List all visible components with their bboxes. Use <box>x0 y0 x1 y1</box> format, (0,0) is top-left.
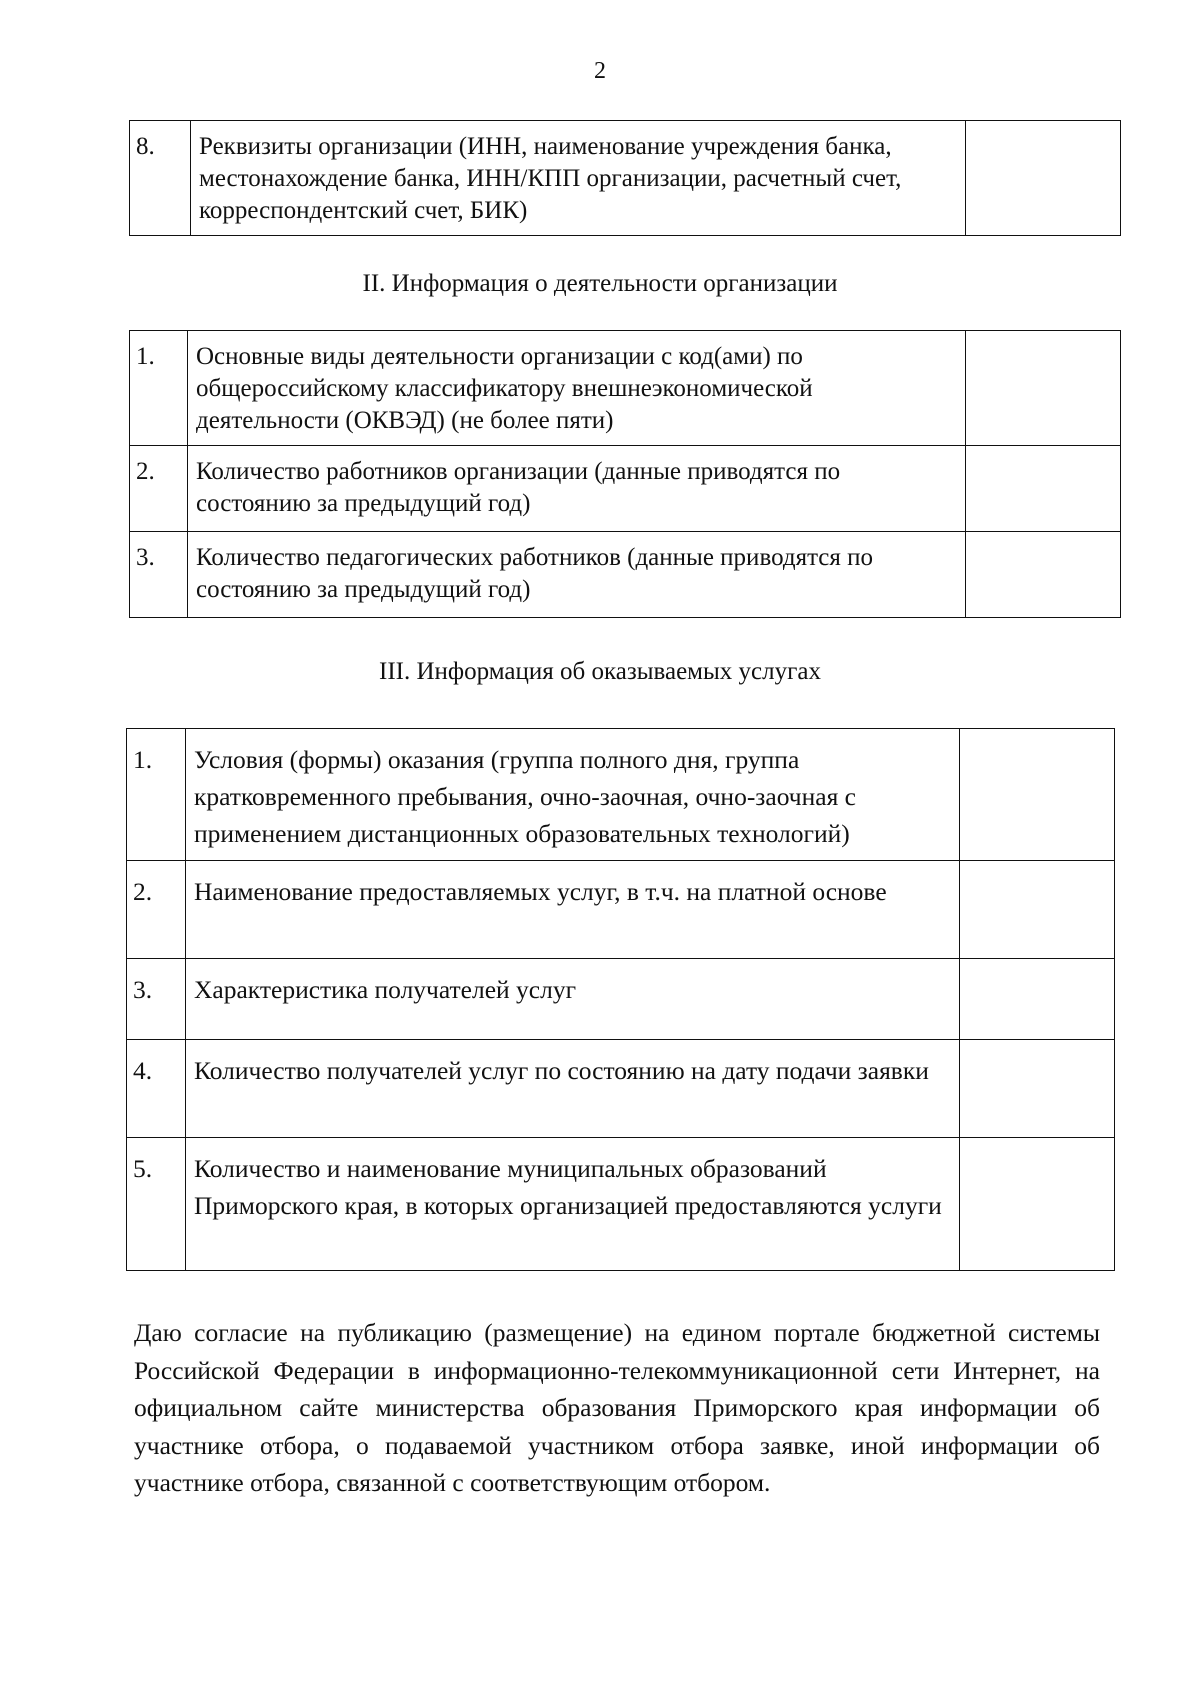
row-number: 1. <box>127 729 186 861</box>
table-row <box>130 532 1121 618</box>
table-row <box>127 861 1115 959</box>
row-label: Количество получателей услуг по состоянию на дату подачи заявки <box>186 1040 960 1138</box>
row-label: Условия (формы) оказания (группа полного дня, группа кратковременного пребывания, очно-заочная, очно-заочная с применением дистанционных образовательных технологий) <box>186 729 960 861</box>
section-heading-activity: II. Информация о деятельности организации <box>362 270 838 297</box>
row-value-cell[interactable] <box>960 1138 1115 1271</box>
row-label: Количество педагогических работников (данные приводятся по состоянию за предыдущий год) <box>188 532 966 618</box>
row-value-cell[interactable] <box>966 331 1121 446</box>
table-row <box>130 446 1121 532</box>
row-value-cell[interactable] <box>960 729 1115 861</box>
row-number: 4. <box>127 1040 186 1138</box>
table-row <box>127 729 1115 861</box>
services-table <box>126 728 1115 1271</box>
table-row <box>130 331 1121 446</box>
activity-table <box>129 330 1121 618</box>
row-number: 1. <box>130 331 188 446</box>
row-value-cell[interactable] <box>960 1040 1115 1138</box>
row-value-cell[interactable] <box>966 121 1121 236</box>
table-row <box>127 1040 1115 1138</box>
row-number: 8. <box>130 121 191 236</box>
row-label: Количество работников организации (данные приводятся по состоянию за предыдущий год) <box>188 446 966 532</box>
row-label: Характеристика получателей услуг <box>186 959 960 1040</box>
row-label: Наименование предоставляемых услуг, в т.ч. на платной основе <box>186 861 960 959</box>
row-number: 3. <box>130 532 188 618</box>
row-label: Реквизиты организации (ИНН, наименование учреждения банка, местонахождение банка, ИНН/КПП организации, расчетный счет, корреспондентский счет, БИК) <box>191 121 966 236</box>
organization-details-table <box>129 120 1121 236</box>
row-number: 5. <box>127 1138 186 1271</box>
row-number: 3. <box>127 959 186 1040</box>
page-number: 2 <box>594 58 606 84</box>
row-label: Количество и наименование муниципальных образований Приморского края, в которых организацией предоставляются услуги <box>186 1138 960 1271</box>
row-value-cell[interactable] <box>966 446 1121 532</box>
row-number: 2. <box>130 446 188 532</box>
table-row <box>127 1138 1115 1271</box>
row-value-cell[interactable] <box>966 532 1121 618</box>
table-row <box>127 959 1115 1040</box>
consent-paragraph: Даю согласие на публикацию (размещение) на едином портале бюджетной системы Российской Федерации в информационно-телекоммуникационной сети Интернет, на официальном сайте министерства образования Приморского края информации об участнике отбора, о подаваемой участником отбора заявке, иной информации об участнике отбора, связанной с соответствующим отбором. <box>134 1318 1100 1497</box>
table-row <box>130 121 1121 236</box>
section-heading-services: III. Информация об оказываемых услугах <box>379 658 821 685</box>
row-value-cell[interactable] <box>960 861 1115 959</box>
row-number: 2. <box>127 861 186 959</box>
row-label: Основные виды деятельности организации с код(ами) по общероссийскому классификатору внешнеэкономической деятельности (ОКВЭД) (не более пяти) <box>188 331 966 446</box>
row-value-cell[interactable] <box>960 959 1115 1040</box>
